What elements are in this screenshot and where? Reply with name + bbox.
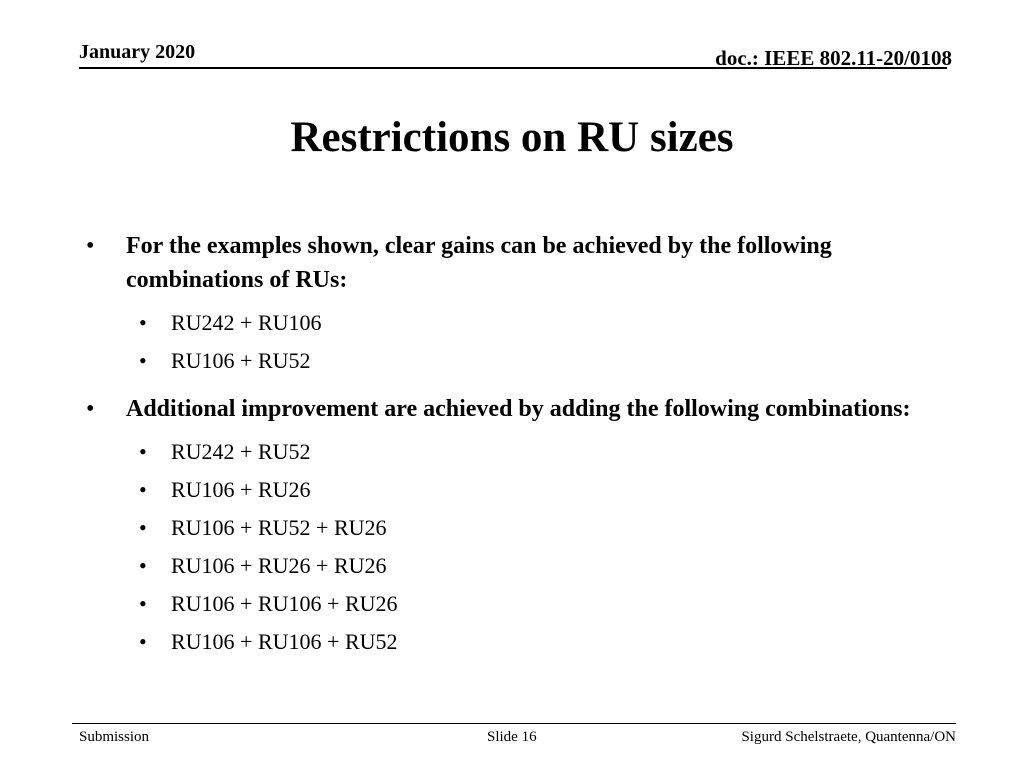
bullet-item	[86, 392, 926, 426]
sub-bullet-dot-icon: •	[139, 310, 147, 335]
sub-bullet-list	[86, 304, 926, 380]
footer-divider	[72, 723, 956, 724]
bullet-text: For the examples shown, clear gains can be achieved by the following combinations of RUs:	[126, 233, 832, 293]
sub-bullet-list	[86, 433, 926, 661]
sub-bullet-text: RU242 + RU106	[171, 310, 322, 335]
footer-author: Sigurd Schelstraete, Quantenna/ON	[741, 729, 956, 745]
sub-bullet-item	[86, 623, 926, 661]
sub-bullet-item	[86, 342, 926, 380]
sub-bullet-text: RU106 + RU26 + RU26	[171, 553, 387, 578]
sub-bullet-text: RU106 + RU106 + RU26	[171, 591, 398, 616]
sub-bullet-item	[86, 433, 926, 471]
header-divider	[79, 67, 947, 69]
sub-bullet-text: RU106 + RU106 + RU52	[171, 629, 398, 654]
slide-content	[86, 229, 926, 661]
sub-bullet-dot-icon: •	[139, 515, 147, 540]
header-date: January 2020	[79, 41, 196, 63]
sub-bullet-dot-icon: •	[139, 629, 147, 654]
bullet-dot-icon: •	[86, 396, 95, 422]
sub-bullet-dot-icon: •	[139, 477, 147, 502]
sub-bullet-item	[86, 509, 926, 547]
sub-bullet-dot-icon: •	[139, 439, 147, 464]
bullet-text: Additional improvement are achieved by adding the following combinations:	[126, 396, 911, 422]
bullet-dot-icon: •	[86, 233, 95, 259]
bullet-item	[86, 229, 926, 297]
sub-bullet-dot-icon: •	[139, 348, 147, 373]
sub-bullet-item	[86, 547, 926, 585]
sub-bullet-dot-icon: •	[139, 553, 147, 578]
footer-submission: Submission	[79, 729, 150, 745]
sub-bullet-text: RU106 + RU26	[171, 477, 311, 502]
sub-bullet-item	[86, 585, 926, 623]
sub-bullet-text: RU106 + RU52	[171, 348, 311, 373]
sub-bullet-item	[86, 471, 926, 509]
header-doc-id: doc.: IEEE 802.11-20/0108	[715, 46, 952, 70]
slide-title: Restrictions on RU sizes	[290, 114, 734, 161]
footer-slide-number: Slide 16	[487, 729, 537, 745]
sub-bullet-dot-icon: •	[139, 591, 147, 616]
sub-bullet-text: RU106 + RU52 + RU26	[171, 515, 387, 540]
sub-bullet-item	[86, 304, 926, 342]
sub-bullet-text: RU242 + RU52	[171, 439, 311, 464]
